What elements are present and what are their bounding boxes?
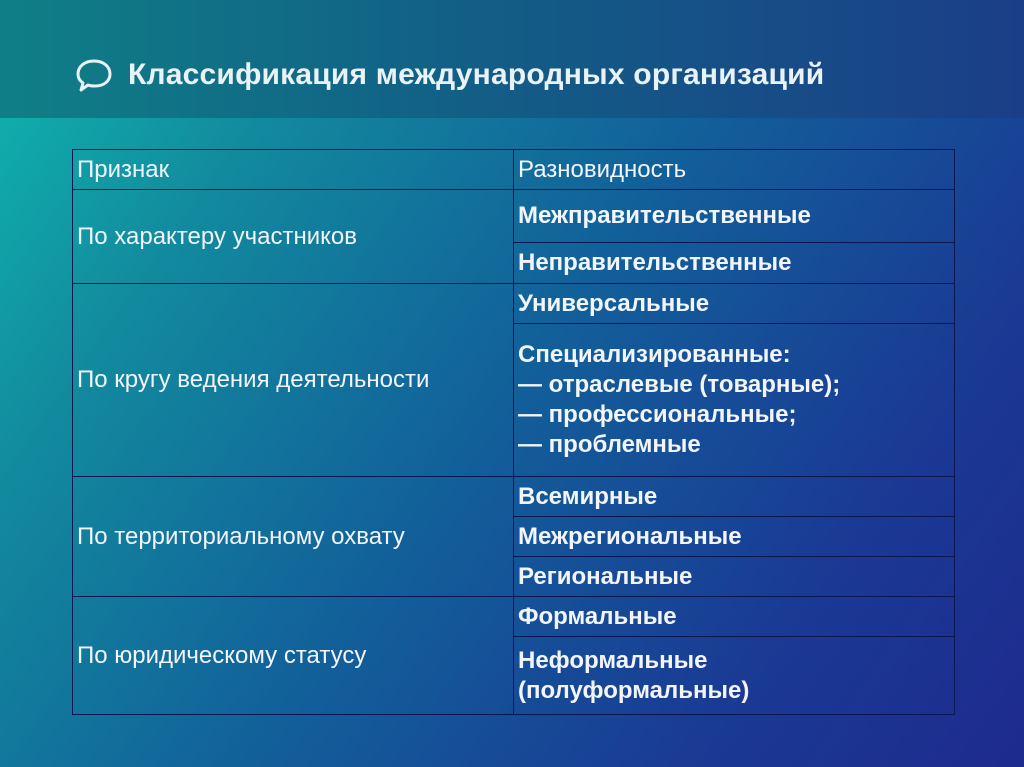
header-type: Разновидность (514, 150, 955, 190)
criterion-cell: По характеру участников (73, 190, 514, 284)
criterion-cell (73, 477, 514, 597)
type-line: — проблемные (518, 431, 701, 458)
criterion-text: По территориальному охвату (77, 522, 405, 550)
table-row (73, 190, 955, 243)
type-cell: Формальные (514, 597, 955, 637)
table-header-row (73, 150, 955, 190)
criterion-text: По кругу ведения деятельности (77, 366, 430, 393)
table-row (73, 597, 955, 637)
type-cell: Межправительственные (514, 190, 955, 243)
type-cell: Универсальные (514, 284, 955, 324)
table-row (73, 477, 955, 517)
type-cell: Региональные (514, 557, 955, 597)
speech-bubble-icon (74, 55, 114, 95)
slide-header (74, 50, 824, 100)
type-cell: Всемирные (514, 477, 955, 517)
type-line: Специализированные: (518, 341, 791, 368)
type-cell (514, 324, 955, 477)
type-cell (514, 637, 955, 715)
criterion-cell: По юридическому статусу (73, 597, 514, 715)
type-cell: Межрегиональные (514, 517, 955, 557)
table-row (73, 284, 955, 324)
type-line: — профессиональные; (518, 401, 797, 428)
type-line: Неформальные (518, 646, 708, 674)
type-cell: Неправительственные (514, 243, 955, 284)
header-criterion: Признак (73, 150, 514, 190)
classification-table (72, 149, 955, 715)
type-line: (полуформальные) (518, 676, 750, 704)
criterion-cell (73, 284, 514, 477)
type-line: — отраслевые (товарные); (518, 371, 841, 398)
page-title: Классификация международных организаций (128, 58, 825, 91)
